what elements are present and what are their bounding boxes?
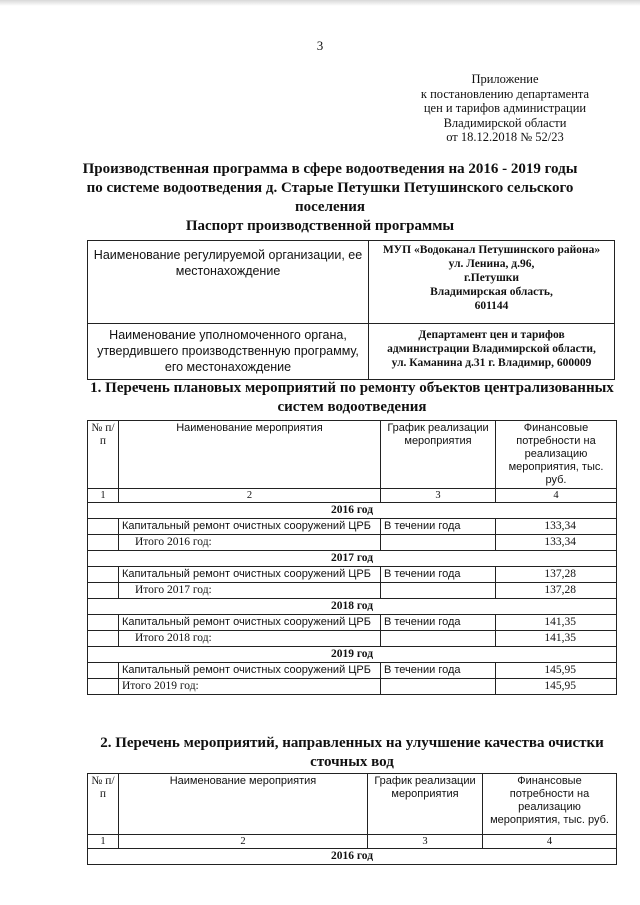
row-schedule <box>381 535 496 551</box>
year-row <box>88 849 617 865</box>
row-name: Капитальный ремонт очистных сооружений ЦРБ <box>119 663 381 679</box>
row-num <box>88 519 119 535</box>
column-number: 4 <box>483 835 617 849</box>
passport-value-line: Владимирская область, <box>430 286 553 298</box>
row-value: 145,95 <box>496 663 617 679</box>
row-schedule: В течении года <box>381 519 496 535</box>
appendix-line: от 18.12.2018 № 52/23 <box>446 130 564 144</box>
passport-value-line: 601144 <box>474 300 509 312</box>
scan-edge <box>0 0 640 6</box>
header-finance: Финансовые потребности на реализацию мероприятия, тыс. руб. <box>483 774 617 835</box>
year-label: 2016 год <box>88 503 617 519</box>
total-label: Итого 2019 год: <box>119 679 381 695</box>
passport-label: Наименование уполномоченного органа, утвердившего производственную программу, его местонахождение <box>88 324 369 380</box>
appendix-block <box>380 72 630 145</box>
year-label: 2018 год <box>88 599 617 615</box>
row-name: Капитальный ремонт очистных сооружений ЦРБ <box>119 615 381 631</box>
section2-title: 2. Перечень мероприятий, направленных на улучшение качества очистки сточных вод <box>100 735 604 770</box>
year-row <box>88 551 617 567</box>
row-num <box>88 663 119 679</box>
total-row <box>88 535 617 551</box>
column-number: 4 <box>496 489 617 503</box>
appendix-line: Владимирской области <box>443 115 567 130</box>
row-num <box>88 679 119 695</box>
total-value: 133,34 <box>496 535 617 551</box>
row-schedule: В течении года <box>381 615 496 631</box>
column-number: 1 <box>88 489 119 503</box>
row-value: 137,28 <box>496 567 617 583</box>
row-num <box>88 583 119 599</box>
section1-table <box>87 420 617 695</box>
document-title: Производственная программа в сфере водоотведения на 2016 - 2019 годы по системе водоотведения д. Старые Петушки Петушинского сельского поселения <box>82 161 578 215</box>
passport-value-line: ул. Каманина д.31 г. Владимир, 600009 <box>391 357 592 369</box>
row-num <box>88 535 119 551</box>
year-label: 2017 год <box>88 551 617 567</box>
column-number-row <box>88 835 617 849</box>
table-header-row <box>88 774 617 835</box>
passport-value-line: Департамент цен и тарифов <box>418 329 565 341</box>
year-row <box>88 599 617 615</box>
header-num: № п/п <box>88 774 119 835</box>
passport-value <box>369 241 615 324</box>
table-header-row <box>88 421 617 489</box>
column-number: 1 <box>88 835 119 849</box>
total-value: 141,35 <box>496 631 617 647</box>
section1-title: 1. Перечень плановых мероприятий по ремонту объектов централизованных систем водоотведения <box>90 380 614 415</box>
row-value: 141,35 <box>496 615 617 631</box>
appendix-line: к постановлению департамента <box>420 86 590 101</box>
passport-row-authority <box>88 324 615 380</box>
header-name: Наименование мероприятия <box>119 421 381 489</box>
passport-row-organization <box>88 241 615 324</box>
table-row <box>88 663 617 679</box>
total-value: 145,95 <box>496 679 617 695</box>
passport-value-line: администрации Владимирской области, <box>387 343 596 355</box>
section2-table <box>87 773 617 865</box>
row-schedule <box>381 583 496 599</box>
column-number-row <box>88 489 617 503</box>
appendix-line: цен и тарифов администрации <box>423 101 587 115</box>
total-row <box>88 631 617 647</box>
passport-value <box>369 324 615 380</box>
row-value: 133,34 <box>496 519 617 535</box>
row-schedule <box>381 679 496 695</box>
header-schedule: График реализации мероприятия <box>368 774 483 835</box>
year-label: 2016 год <box>88 849 617 865</box>
row-num <box>88 567 119 583</box>
passport-value-line: МУП «Водоканал Петушинского района» <box>382 244 601 256</box>
column-number: 3 <box>368 835 483 849</box>
row-num <box>88 631 119 647</box>
total-label: Итого 2017 год: <box>119 583 381 599</box>
row-name: Капитальный ремонт очистных сооружений ЦРБ <box>119 519 381 535</box>
total-row <box>88 679 617 695</box>
header-name: Наименование мероприятия <box>119 774 368 835</box>
appendix-line: Приложение <box>471 72 539 86</box>
total-label: Итого 2018 год: <box>119 631 381 647</box>
total-row <box>88 583 617 599</box>
passport-table <box>87 240 615 380</box>
table-row <box>88 567 617 583</box>
header-finance: Финансовые потребности на реализацию мероприятия, тыс. руб. <box>496 421 617 489</box>
passport-label: Наименование регулируемой организации, ее местонахождение <box>88 241 369 324</box>
row-schedule: В течении года <box>381 663 496 679</box>
total-value: 137,28 <box>496 583 617 599</box>
page-number: 3 <box>316 38 324 53</box>
year-row <box>88 647 617 663</box>
header-schedule: График реализации мероприятия <box>381 421 496 489</box>
header-num: № п/п <box>88 421 119 489</box>
table-row <box>88 615 617 631</box>
row-schedule <box>381 631 496 647</box>
year-row <box>88 503 617 519</box>
year-label: 2019 год <box>88 647 617 663</box>
column-number: 3 <box>381 489 496 503</box>
column-number: 2 <box>119 489 381 503</box>
row-name: Капитальный ремонт очистных сооружений ЦРБ <box>119 567 381 583</box>
column-number: 2 <box>119 835 368 849</box>
row-schedule: В течении года <box>381 567 496 583</box>
passport-value-line: г.Петушки <box>463 272 520 284</box>
passport-title: Паспорт производственной программы <box>185 218 455 234</box>
table-row <box>88 519 617 535</box>
row-num <box>88 615 119 631</box>
total-label: Итого 2016 год: <box>119 535 381 551</box>
passport-value-line: ул. Ленина, д.96, <box>448 258 535 270</box>
